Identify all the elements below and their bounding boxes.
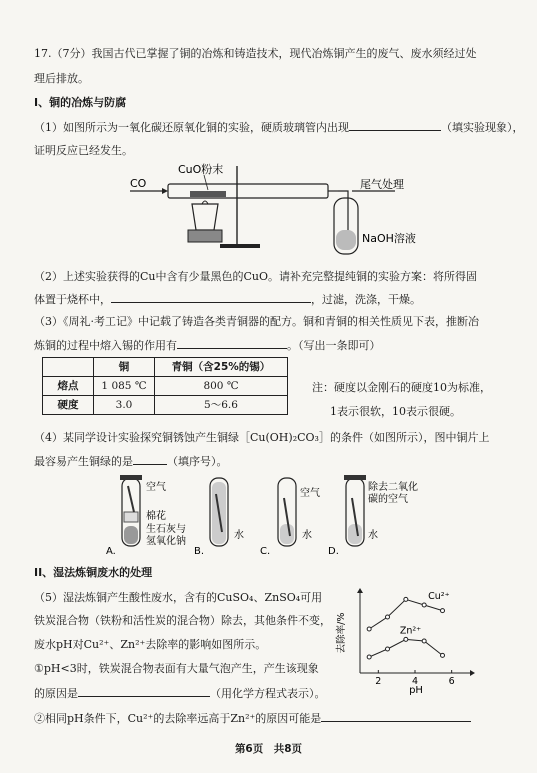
water-fill-d (348, 524, 362, 544)
properties-table (42, 357, 288, 415)
data-point (404, 637, 408, 641)
p5-q1-text-c: （用化学方程式表示）。 (210, 687, 326, 700)
x-axis-arrow-icon (470, 670, 475, 676)
table-row (43, 396, 288, 415)
exhaust-label: 尾气处理 (360, 178, 404, 191)
p3-line2 (34, 337, 509, 353)
page-footer: 第6页 共8页 (234, 743, 303, 755)
iron-stand-base (220, 244, 260, 248)
p2-line1: （2）上述实验获得的Cu中含有少量黑色的CuO。请补充完整提纯铜的实验方案：将所得固 (34, 270, 478, 283)
table-header-cell: 青铜（含25%的锡） (155, 358, 288, 377)
data-point (441, 609, 445, 613)
stopper-a (120, 475, 142, 480)
p5-q1-text-b: 的原因是 (34, 687, 78, 700)
y-axis-arrow-icon (357, 588, 363, 593)
table-header-cell: 铜 (94, 358, 155, 377)
naoh-solution (336, 230, 356, 250)
table-cell: 硬度 (43, 396, 94, 415)
table-cell: 5～6.6 (155, 396, 288, 415)
p3-text-b: 炼铜的过程中熔入锡的作用有 (34, 339, 177, 352)
table-header-cell (43, 358, 94, 377)
p5-q1-line2 (34, 685, 337, 701)
data-point (422, 639, 426, 643)
note-line2: 1表示很软，10表示很硬。 (330, 405, 461, 418)
lime-label-1: 生石灰与 (146, 524, 186, 535)
co-label: CO (130, 177, 147, 190)
q17-line1: 17.（7分）我国古代已掌握了铜的冶炼和铸造技术，现代冶炼铜产生的废气、废水须经过处 (34, 47, 477, 60)
p5-line1: （5）湿法炼铜产生酸性废水，含有的CuSO₄、ZnSO₄可用 (34, 591, 323, 604)
no-co2-label-2: 碳的空气 (368, 494, 408, 505)
note-line1: 注：硬度以金刚石的硬度10为标准， (312, 381, 491, 394)
naoh-label: NaOH溶液 (362, 232, 416, 245)
arrow-head-icon (162, 188, 168, 194)
p2-answer-blank[interactable] (111, 291, 311, 303)
data-point (422, 603, 426, 607)
chart-xlabel: pH (409, 685, 423, 696)
table-cell: 熔点 (43, 377, 94, 396)
p1-line2: 证明反应已经发生。 (34, 144, 133, 157)
section2-title: II、湿法炼铜废水的处理 (34, 566, 153, 579)
p4-answer-blank[interactable] (133, 453, 167, 465)
p5-q1-line1: ①pH<3时，铁炭混合物表面有大量气泡产生，产生该现象 (34, 662, 319, 675)
co-reduction-apparatus (120, 160, 416, 260)
cotton-label: 棉花 (146, 511, 166, 522)
series-label: Zn²⁺ (399, 625, 422, 637)
copper-sheet-a (128, 486, 134, 512)
water-label-b: 水 (234, 530, 244, 541)
air-label-c: 空气 (300, 488, 320, 499)
x-tick-label: 4 (411, 676, 419, 687)
tube-label-b: B. (194, 546, 205, 557)
p3-answer-blank[interactable] (177, 337, 287, 349)
cotton-plug (124, 512, 138, 522)
tube-label-d: D. (328, 546, 339, 557)
series-line (369, 639, 442, 657)
tube-label-a: A. (106, 546, 116, 557)
chart-series (367, 591, 449, 659)
data-point (386, 615, 390, 619)
q17-line2: 理后排放。 (34, 72, 89, 85)
desiccant (124, 526, 138, 544)
table-cell: 1 085 ℃ (94, 377, 155, 396)
p4-line1: （4）某同学设计实验探究铜锈蚀产生铜绿［Cu(OH)₂CO₃］的条件（如图所示），图中铜片上 (34, 431, 490, 444)
data-point (441, 653, 445, 657)
p1-answer-blank[interactable] (349, 119, 441, 131)
p3-text-c: 。（写出一条即可） (287, 339, 381, 352)
p2-text-c: ，过滤，洗涤，干燥。 (311, 293, 421, 306)
p4-line2 (34, 453, 509, 469)
p5-q2-text: ②相同pH条件下，Cu²⁺的去除率远高于Zn²⁺的原因可能是 (34, 712, 322, 725)
cuo-label: CuO粉末 (178, 163, 224, 176)
no-co2-label-1: 除去二氧化 (368, 482, 418, 493)
p2-line2 (34, 291, 509, 307)
p5-line2: 铁炭混合物（铁粉和活性炭的混合物）除去，其他条件不变， (34, 614, 331, 627)
cuo-pointer (204, 175, 208, 190)
p5-q1-answer-blank[interactable] (78, 685, 210, 697)
table-row (43, 377, 288, 396)
p4-text-b: 最容易产生铜绿的是 (34, 455, 133, 468)
x-tick-label: 6 (448, 676, 455, 687)
data-point (386, 647, 390, 651)
series-label: Cu²⁺ (428, 591, 450, 602)
p5-q2-answer-blank[interactable] (321, 710, 471, 722)
cuo-powder (190, 191, 226, 197)
air-label-a: 空气 (146, 482, 166, 493)
p1-text-a: （1）如图所示为一氧化碳还原氧化铜的实验，硬质玻璃管内出现 (34, 121, 349, 134)
section1-title: I、铜的冶炼与防腐 (34, 96, 127, 109)
p5-q2-line (34, 710, 509, 726)
stopper-d (344, 475, 366, 480)
lime-label-2: 氢氧化钠 (146, 536, 186, 547)
data-point (367, 627, 371, 631)
data-point (367, 655, 371, 659)
p5-line3: 废水pH对Cu²⁺、Zn²⁺去除率的影响如图所示。 (34, 638, 267, 651)
p2-text-b: 体置于烧杯中， (34, 293, 111, 306)
p4-text-c: （填序号）。 (167, 455, 228, 468)
p1-line1 (34, 119, 524, 135)
tube-label-c: C. (260, 546, 271, 557)
chart-ylabel: 去除率/% (336, 612, 347, 654)
data-point (404, 597, 408, 601)
table-cell: 800 ℃ (155, 377, 288, 396)
water-label-d: 水 (368, 530, 378, 541)
p1-text-b: （填实验现象）， (441, 121, 524, 134)
x-tick-label: 2 (375, 676, 382, 687)
water-label-c: 水 (302, 530, 312, 541)
rust-test-tubes-figure (100, 472, 430, 560)
table-header-row (43, 358, 288, 377)
alcohol-lamp (192, 204, 218, 230)
p3-line1: （3）《周礼·考工记》中记载了铸造各类青铜器的配方。铜和青铜的相关性质见下表，推断冶 (34, 315, 479, 328)
table-cell: 3.0 (94, 396, 155, 415)
water-fill-c (280, 524, 294, 544)
lamp-stand (188, 230, 222, 242)
removal-rate-chart (330, 585, 480, 697)
